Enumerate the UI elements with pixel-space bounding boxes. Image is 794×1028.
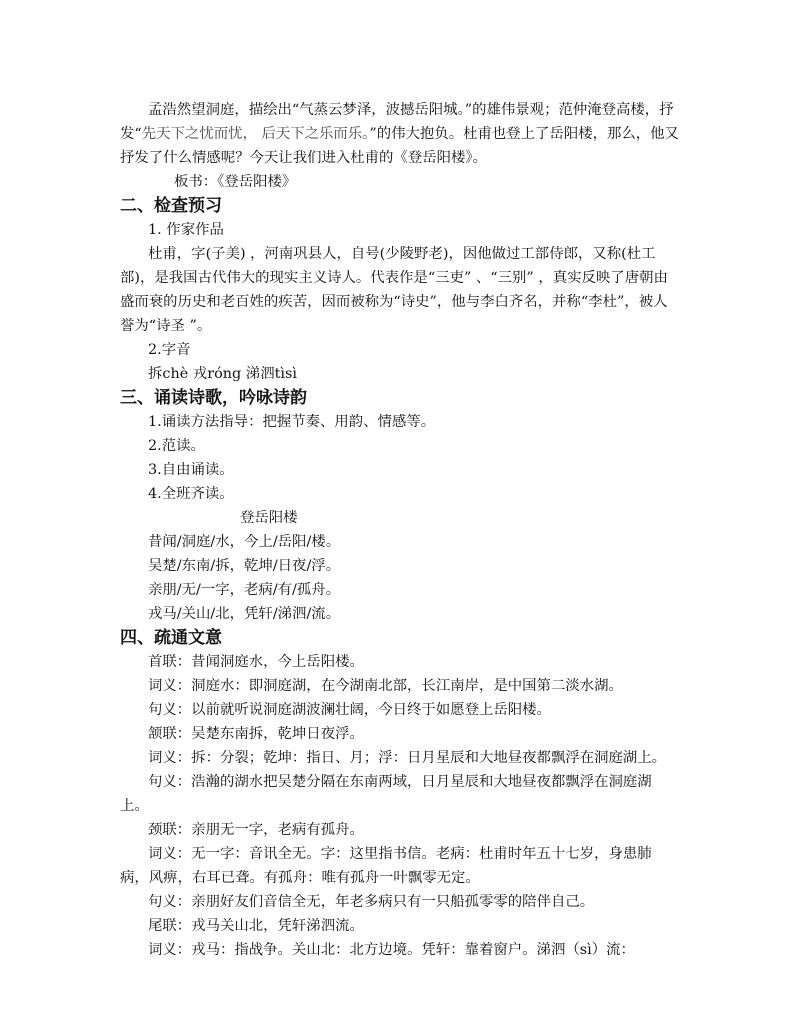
pronunciation-line: 拆chè 戎róng 涕泗tìsì (148, 366, 297, 382)
couplet-line: 颔联：吴楚东南拆，乾坤日夜浮。 (148, 726, 364, 742)
poem-line: 亲朋/无/一字，老病/有/孤舟。 (148, 582, 341, 598)
section-3-heading: 三、诵读诗歌，吟咏诗韵 (120, 388, 307, 408)
intro-quote-highlight: 先天下之忧而忧， 后天下之乐而乐。 (141, 126, 370, 142)
reading-step: 1.诵读方法指导：把握节奏、用韵、情感等。 (148, 414, 436, 430)
intro-text-a: 孟浩然望洞庭，描绘出“气蒸云梦泽，波撼岳阳城。”的雄伟景观；范仲淹登高楼，抒发“ (120, 102, 674, 142)
poem-line: 昔闻/洞庭/水，今上/岳阳/楼。 (148, 534, 341, 550)
section-2-heading: 二、检查预习 (120, 196, 222, 216)
page-content (120, 98, 680, 962)
sentence-meaning: 句义：以前就听说洞庭湖波澜壮阔，今日终于如愿登上岳阳楼。 (148, 702, 551, 718)
sentence-meaning: 句义：亲朋好友们音信全无，年老多病只有一只船孤零零的陪伴自己。 (148, 894, 595, 910)
author-paragraph: 杜甫，字(子美) ，河南巩县人，自号(少陵野老)，因他做过工部侍郎，又称(杜工部)，是我国古代伟大的现实主义诗人。代表作是“三吏” 、“三别” ，真实反映了唐朝由盛而衰的历史和老百姓的疾苦，因而被称为“诗史”，他与李白齐名，并称“李杜”，被人誉为“诗圣 ”。 (120, 246, 668, 334)
poem-title: 登岳阳楼 (240, 510, 298, 526)
pronunciation-heading: 2.字音 (148, 342, 191, 358)
sentence-meaning: 句义：浩瀚的湖水把吴楚分隔在东南两域，日月星辰和大地昼夜都飘浮在洞庭湖上。 (120, 774, 652, 814)
word-meaning: 词义：戎马：指战争。关山北：北方边境。凭轩：靠着窗户。涕泗（sì）流： (148, 942, 635, 958)
couplet-line: 尾联：戎马关山北，凭轩涕泗流。 (148, 918, 364, 934)
reading-step: 3.自由诵读。 (148, 462, 234, 478)
intro-text-b: ”的伟大抱负。杜甫也登上了岳阳楼，那么，他又抒发了什么情感呢？今天让我们进入杜甫的《登岳阳楼》。 (120, 126, 679, 166)
couplet-line: 首联：昔闻洞庭水，今上岳阳楼。 (148, 654, 364, 670)
word-meaning: 词义：拆：分裂；乾坤：指日、月；浮：日月星辰和大地昼夜都飘浮在洞庭湖上。 (148, 750, 667, 766)
couplet-line: 颈联：亲朋无一字，老病有孤舟。 (148, 822, 364, 838)
board-note: 板书：《登岳阳楼》 (174, 174, 297, 190)
poem-line: 吴楚/东南/拆，乾坤/日夜/浮。 (148, 558, 341, 574)
reading-step: 2.范读。 (148, 438, 205, 454)
word-meaning: 词义：洞庭水：即洞庭湖，在今湖南北部，长江南岸，是中国第二淡水湖。 (148, 678, 623, 694)
intro-paragraph (120, 98, 680, 170)
word-meaning: 词义：无一字：音讯全无。字：这里指书信。老病：杜甫时年五十七岁，身患肺病，风痹，右耳已聋。有孤舟：唯有孤舟一叶飘零无定。 (120, 846, 652, 886)
reading-step: 4.全班齐读。 (148, 486, 234, 502)
section-4-heading: 四、疏通文意 (120, 628, 222, 648)
author-works-heading: 1. 作家作品 (148, 222, 224, 238)
poem-line: 戎马/关山/北，凭轩/涕泗/流。 (148, 606, 341, 622)
